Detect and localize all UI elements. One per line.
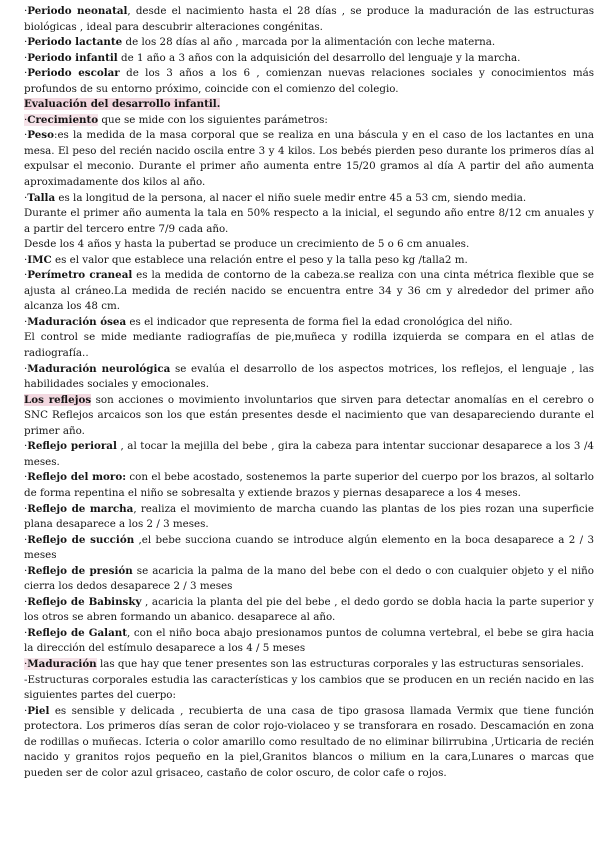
term: Los reflejos <box>24 393 92 406</box>
text: de 1 año a 3 años con la adquisición del desarrollo del lenguaje y la marcha. <box>117 51 521 64</box>
section-heading <box>24 97 594 113</box>
reflejos-intro <box>24 393 594 440</box>
talla-line2: Durante el primer año aumenta la tala en 50% respecto a la inicial, el segundo año entre 8/12 cm anuales y a partir del tercero entre 7/9 cada año. <box>24 207 594 235</box>
term: Periodo escolar <box>27 67 120 80</box>
reflejo-moro: ·Reflejo del moro: con el bebe acostado, sostenemos la parte superior del cuerpo por los brazos, al soltarlo de forma repentina el niño se sobresalta y extiende brazos y piernas desaparece a los 4 meses. <box>24 471 594 499</box>
term: Reflejo de Babinsky <box>27 595 142 608</box>
term: Reflejo de presión <box>27 564 133 577</box>
reflejo-galant: ·Reflejo de Galant, con el niño boca abajo presionamos puntos de columna vertebral, el bebe se gira hacia la dirección del estímulo desaparece a los 4 / 5 meses <box>24 626 594 655</box>
neurologica-item: ·Maduración neurológica se evalúa el desarrollo de los aspectos motrices, los reflejos, el lenguaje , las habilidades sociales y emocionales. <box>24 362 595 391</box>
text: , al tocar la mejilla del bebe , gira la cabeza para intentar succionar desaparece a los 3 /4 meses. <box>24 440 594 468</box>
text: es el valor que establece una relación entre el peso y la talla peso kg /talla2 m. <box>51 253 468 266</box>
term: Periodo infantil <box>27 51 118 64</box>
term: Maduración <box>27 657 97 670</box>
term: Reflejo perioral <box>27 440 117 453</box>
imc-item: ·IMC es el valor que establece una relación entre el peso y la talla peso kg /talla2 m. <box>24 253 468 266</box>
term: Peso <box>27 129 54 142</box>
perimetro-item: ·Perímetro craneal es la medida de contorno de la cabeza.se realiza con una cinta métrica flexible que se ajusta al cráneo.La medida de recién nacido se encuentra entre 34 y 36 cm y alrededor del primer año alcanza los 48 cm. <box>24 269 595 313</box>
evaluation-heading: Evaluación del desarrollo infantil. <box>24 98 221 111</box>
text: , con el niño boca abajo presionamos puntos de columna vertebral, el bebe se gira hacia la dirección del estímulo desaparece a los 4 / 5 meses <box>24 626 594 655</box>
text: son acciones o movimiento involuntarios que sirven para detectar anomalías en el cerebro o SNC Reflejos arcaicos son los que están presentes desde el nacimiento que van desapareciendo durante el primer año. <box>24 393 594 437</box>
text: es sensible y delicada , recubierta de una casa de tipo grasosa llamada Vermix que tiene función protectora. Los primeros días seran de color rojo-violaceo y se transforara en rosado. Descamación en zona de rodillas o muñecas. Icteria o color amarillo como resultado de no eliminar bilirrubina ,Urticaria de recién nacido y granitos rojos pequeño en la piel,Granitos blancos o milium en la cara,Lunares o marcas que pueden ser de color azul grisaceo, castaño de color oscuro, de color cafe o rojos. <box>24 704 594 779</box>
osea-item: ·Maduración ósea es el indicador que representa de forma fiel la edad cronológica del niño. <box>24 315 513 328</box>
text: es la medida de contorno de la cabeza.se realiza con una cinta métrica flexible que se ajusta al cráneo.La medida de recién nacido se encuentra entre 34 y 36 cm y alrededor del primer año alcanza los 48 cm. <box>24 269 595 313</box>
maduracion-item: ·Maduración las que hay que tener presentes son las estructuras corporales y las estructuras sensoriales. <box>24 657 584 670</box>
text: se evalúa el desarrollo de los aspectos motrices, los reflejos, el lenguaje , las habilidades sociales y emocionales. <box>24 362 595 391</box>
text: se acaricia la palma de la mano del bebe con el dedo o con cualquier objeto y el niño cierra los dedos desaparece 2 / 3 meses <box>24 564 594 593</box>
text: , acaricia la planta del pie del bebe , el dedo gordo se dobla hacia la parte superior y los otros se abren formando un abanico. desaparece al año. <box>24 595 594 624</box>
reflejo-babinsky: ·Reflejo de Babinsky , acaricia la planta del pie del bebe , el dedo gordo se dobla hacia la parte superior y los otros se abren formando un abanico. desaparece al año. <box>24 595 594 624</box>
peso-item: ·Peso:es la medida de la masa corporal que se realiza en una báscula y en el caso de los lactantes en una mesa. El peso del recién nacido oscila entre 3 y 4 kilos. Los bebés pierden peso durante los primeros días al expulsar el meconio. Durante el primer año aumenta entre 15/20 gramos al día A partir del año aumenta aproximadamente dos kilos al año. <box>24 129 594 189</box>
reflejo-marcha: ·Reflejo de marcha, realiza el movimiento de marcha cuando las plantas de los pies rozan una superficie plana desaparece a los 2 / 3 meses. <box>24 502 594 531</box>
text: es el indicador que representa de forma fiel la edad cronológica del niño. <box>126 315 513 328</box>
text: :es la medida de la masa corporal que se realiza en una báscula y en el caso de los lactantes en una mesa. El peso del recién nacido oscila entre 3 y 4 kilos. Los bebés pierden peso durante los primeros días al expulsar el meconio. Durante el primer año aumenta entre 15/20 gramos al día A partir del año aumenta aproximadamente dos kilos al año. <box>24 129 594 189</box>
crecimiento-item: ·Crecimiento que se mide con los siguientes parámetros: <box>24 113 328 126</box>
stage-lactante: ·Periodo lactante de los 28 días al año , marcada por la alimentación con leche materna. <box>24 36 496 49</box>
text: , realiza el movimiento de marcha cuando las plantas de los pies rozan una superficie plana desaparece a los 2 / 3 meses. <box>24 502 594 531</box>
text: las que hay que tener presentes son las estructuras corporales y las estructuras sensoriales. <box>96 657 584 670</box>
reflejo-presion: ·Reflejo de presión se acaricia la palma de la mano del bebe con el dedo o con cualquier objeto y el niño cierra los dedos desaparece 2 / 3 meses <box>24 564 594 593</box>
talla-line3: Desde los 4 años y hasta la pubertad se produce un crecimiento de 5 o 6 cm anuales. <box>24 238 470 251</box>
term: Reflejo de succión <box>27 533 135 546</box>
talla-item: ·Talla es la longitud de la persona, al nacer el niño suele medir entre 45 a 53 cm, siendo media. <box>24 191 527 204</box>
term: Crecimiento <box>27 113 99 126</box>
reflejo-perioral: ·Reflejo perioral , al tocar la mejilla del bebe , gira la cabeza para intentar succionar desaparece a los 3 /4 meses. <box>24 440 594 468</box>
term: Talla <box>27 191 56 204</box>
piel-item: ·Piel es sensible y delicada , recubierta de una casa de tipo grasosa llamada Vermix que tiene función protectora. Los primeros días seran de color rojo-violaceo y se transforara en rosado. Descamación en zona de rodillas o muñecas. Icteria o color amarillo como resultado de no eliminar bilirrubina ,Urticaria de recién nacido y granitos rojos pequeño en la piel,Granitos blancos o milium en la cara,Lunares o marcas que pueden ser de color azul grisaceo, castaño de color oscuro, de color cafe o rojos. <box>24 704 594 779</box>
document-page <box>24 4 594 781</box>
text: de los 28 días al año , marcada por la alimentación con leche materna. <box>122 36 496 49</box>
reflejo-succion: ·Reflejo de succión ,el bebe succiona cuando se introduce algún elemento en la boca desaparece a 2 / 3 meses <box>24 533 594 562</box>
term: IMC <box>27 253 52 266</box>
stage-infantil: ·Periodo infantil de 1 año a 3 años con la adquisición del desarrollo del lenguaje y la marcha. <box>24 51 521 64</box>
term: Maduración neurológica <box>27 362 171 375</box>
term: Periodo neonatal <box>27 5 128 17</box>
term: Reflejo de Galant <box>27 626 127 639</box>
text: , desde el nacimiento hasta el 28 días , se produce la maduración de las estructuras biológicas , ideal para descubrir alteraciones congénitas. <box>24 5 594 33</box>
text: con el bebe acostado, sostenemos la parte superior del cuerpo por los brazos, al soltarlo de forma repentina el niño se sobresalta y extiende brazos y piernas desaparece a los 4 meses. <box>24 471 594 499</box>
text: de los 3 años a los 6 , comienzan nuevas relaciones sociales y conocimientos más profundos de su entorno próximo, coincide con el comienzo del colegio. <box>24 67 595 95</box>
text: es la longitud de la persona, al nacer el niño suele medir entre 45 a 53 cm, siendo media. <box>55 191 527 204</box>
maduracion-line2: -Estructuras corporales estudia las características y los cambios que se producen en un recién nacido en las siguientes partes del cuerpo: <box>24 673 594 702</box>
text: que se mide con los siguientes parámetros: <box>98 113 328 126</box>
term: Reflejo de marcha <box>27 502 134 515</box>
term: Piel <box>27 704 50 717</box>
text: ,el bebe succiona cuando se introduce algún elemento en la boca desaparece a 2 / 3 meses <box>24 533 594 562</box>
term: Periodo lactante <box>27 36 123 49</box>
stage-escolar: ·Periodo escolar de los 3 años a los 6 , comienzan nuevas relaciones sociales y conocimientos más profundos de su entorno próximo, coincide con el comienzo del colegio. <box>24 67 595 95</box>
term: Maduración ósea <box>27 315 127 328</box>
term: Perímetro craneal <box>27 269 133 282</box>
stage-neonatal: ·Periodo neonatal, desde el nacimiento hasta el 28 días , se produce la maduración de las estructuras biológicas , ideal para descubrir alteraciones congénitas. <box>24 5 594 33</box>
osea-line2: El control se mide mediante radiografías de pie,muñeca y rodilla izquierda se compara en el atlas de radiografía.. <box>24 331 594 360</box>
term: Reflejo del moro: <box>27 471 126 484</box>
